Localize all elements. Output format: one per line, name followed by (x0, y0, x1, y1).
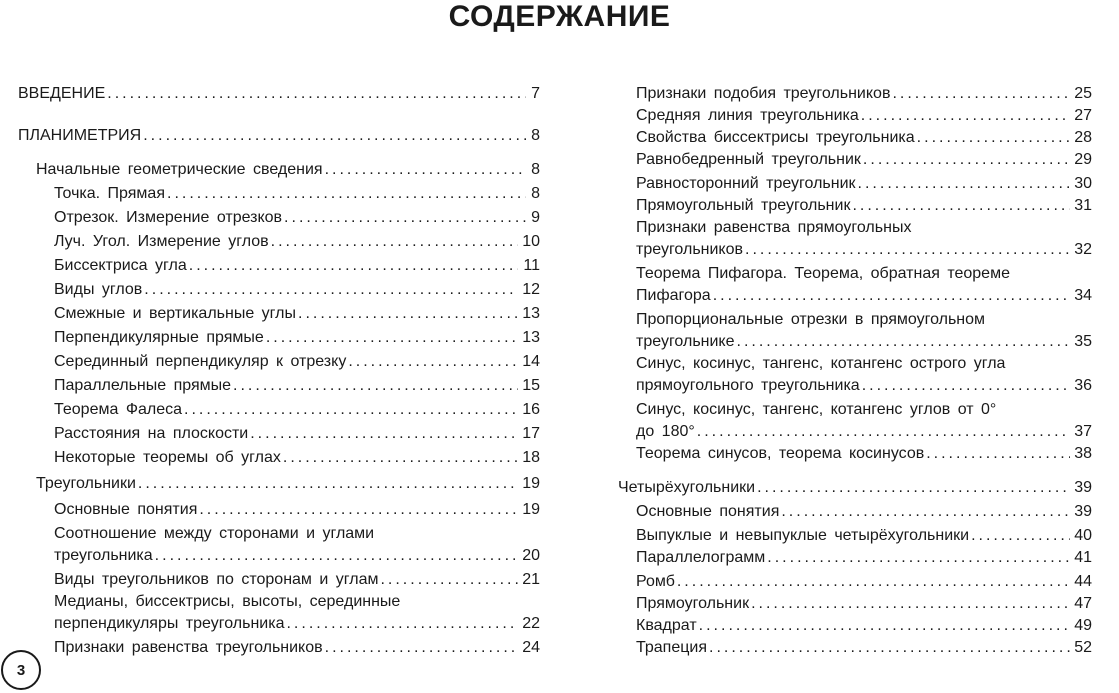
toc-page-number: 16 (522, 401, 540, 418)
toc-leader-dots (325, 636, 518, 660)
toc-page-number: 28 (1074, 129, 1092, 146)
toc-leader-dots (767, 546, 1070, 570)
toc-entry[interactable] (54, 326, 540, 350)
toc-leader-dots (250, 422, 518, 446)
toc-leader-dots (189, 254, 518, 278)
toc-entry[interactable] (636, 420, 1092, 444)
toc-entry-title: Начальные геометрические сведения (36, 161, 323, 178)
toc-leader-dots (737, 330, 1071, 354)
toc-entry-section[interactable] (618, 476, 1092, 500)
toc-entry-title: до 180° (636, 423, 695, 440)
toc-entry[interactable] (54, 398, 540, 422)
toc-leader-dots (858, 172, 1070, 196)
toc-leader-dots (757, 476, 1070, 500)
toc-page-number: 39 (1074, 503, 1092, 520)
toc-leader-dots (751, 592, 1070, 616)
toc-leader-dots (325, 158, 526, 182)
toc-entry[interactable] (54, 446, 540, 470)
toc-entry-title: треугольников (636, 241, 743, 258)
toc-page-number: 24 (522, 639, 540, 656)
toc-entry[interactable] (54, 422, 540, 446)
toc-leader-dots (155, 544, 518, 568)
toc-entry-title: Признаки подобия треугольников (636, 85, 891, 102)
toc-leader-dots (233, 374, 518, 398)
toc-entry-first-line: Пропорциональные отрезки в прямоугольном (636, 311, 986, 328)
toc-entry-first-line: Соотношение между сторонами и углами (54, 525, 375, 542)
toc-entry[interactable] (636, 636, 1092, 660)
toc-entry[interactable] (636, 172, 1092, 196)
toc-entry-title: треугольнике (636, 333, 735, 350)
toc-entry-title: Луч. Угол. Измерение углов (54, 233, 269, 250)
toc-entry[interactable] (54, 206, 540, 230)
toc-entry[interactable] (636, 524, 1092, 548)
toc-entry-title: перпендикуляры треугольника (54, 615, 285, 632)
toc-page-number: 38 (1074, 445, 1092, 462)
toc-entry-title: прямоугольного треугольника (636, 377, 860, 394)
toc-entry[interactable] (54, 254, 540, 278)
toc-page-number: 22 (522, 615, 540, 632)
page-title: СОДЕРЖАНИЕ (448, 0, 671, 33)
toc-entry[interactable] (636, 442, 1092, 466)
toc-entry-title: ВВЕДЕНИЕ (18, 85, 106, 102)
toc-entry-title: Теорема Фалеса (54, 401, 183, 418)
toc-leader-dots (144, 278, 518, 302)
toc-leader-dots (862, 374, 1070, 398)
toc-entry[interactable] (636, 148, 1092, 172)
toc-entry[interactable] (54, 350, 540, 374)
toc-leader-dots (184, 398, 518, 422)
toc-entry-title: Основные понятия (636, 503, 780, 520)
toc-entry[interactable] (54, 374, 540, 398)
toc-page-number: 27 (1074, 107, 1092, 124)
toc-page-number: 12 (522, 281, 540, 298)
toc-page-number: 18 (522, 449, 540, 466)
toc-entry-title: Прямоугольник (636, 595, 750, 612)
toc-entry[interactable] (54, 498, 540, 522)
toc-leader-dots (286, 612, 518, 636)
toc-page-number: 31 (1074, 197, 1092, 214)
toc-leader-dots (745, 238, 1070, 262)
toc-page-number: 21 (522, 571, 540, 588)
toc-leader-dots (348, 350, 518, 374)
toc-entry[interactable] (636, 238, 1092, 262)
toc-page-number: 15 (522, 377, 540, 394)
toc-leader-dots (266, 326, 518, 350)
toc-leader-dots (709, 636, 1070, 660)
toc-leader-dots (143, 124, 526, 148)
toc-entry-title: Четырёхугольники (618, 479, 756, 496)
toc-page-number: 8 (531, 127, 540, 144)
toc-page-number: 13 (522, 329, 540, 346)
toc-entry-title: треугольника (54, 547, 153, 564)
toc-page-number: 34 (1074, 287, 1092, 304)
toc-page-number: 49 (1074, 617, 1092, 634)
toc-leader-dots (713, 284, 1070, 308)
toc-entry[interactable] (636, 546, 1092, 570)
toc-leader-dots (107, 82, 526, 106)
toc-entry[interactable] (636, 592, 1092, 616)
toc-page-number: 44 (1074, 573, 1092, 590)
toc-entry-first-line: Медианы, биссектрисы, высоты, серединные (54, 593, 401, 610)
toc-entry-title: Точка. Прямая (54, 185, 165, 202)
toc-entry[interactable] (636, 82, 1092, 106)
toc-page-number: 39 (1074, 479, 1092, 496)
toc-page-number: 17 (522, 425, 540, 442)
toc-leader-dots (861, 104, 1070, 128)
toc-entry-title: Трапеция (636, 639, 707, 656)
toc-entry[interactable] (636, 614, 1092, 638)
toc-page-number: 35 (1074, 333, 1092, 350)
toc-entry-title: Смежные и вертикальные углы (54, 305, 296, 322)
toc-leader-dots (926, 442, 1070, 466)
toc-entry-first-line: Теорема Пифагора. Теорема, обратная теореме (636, 265, 1010, 282)
toc-leader-dots (781, 500, 1070, 524)
toc-entry-introduction[interactable] (18, 82, 540, 106)
toc-leader-dots (284, 206, 526, 230)
toc-entry-title: Ромб (636, 573, 675, 590)
toc-page-number: 36 (1074, 377, 1092, 394)
toc-page-number: 30 (1074, 175, 1092, 192)
page-number-badge: 3 (1, 650, 41, 690)
toc-entry[interactable] (54, 278, 540, 302)
toc-entry[interactable] (636, 126, 1092, 150)
toc-entry[interactable] (636, 500, 1092, 524)
toc-entry-planimetry[interactable] (18, 124, 540, 148)
toc-leader-dots (699, 614, 1070, 638)
toc-page-number: 14 (522, 353, 540, 370)
toc-page-number: 32 (1074, 241, 1092, 258)
toc-leader-dots (971, 524, 1070, 548)
toc-leader-dots (167, 182, 526, 206)
toc-entry-section[interactable] (36, 472, 540, 496)
toc-entry-title: Признаки равенства треугольников (54, 639, 323, 656)
toc-entry[interactable] (636, 374, 1092, 398)
toc-entry-title: Выпуклые и невыпуклые четырёхугольники (636, 527, 970, 544)
toc-page-number: 13 (522, 305, 540, 322)
toc-leader-dots (697, 420, 1070, 444)
toc-entry-title: Параллельные прямые (54, 377, 232, 394)
toc-entry-title: Свойства биссектрисы треугольника (636, 129, 915, 146)
toc-entry-title: Некоторые теоремы об углах (54, 449, 281, 466)
toc-page-number: 25 (1074, 85, 1092, 102)
toc-entry[interactable] (636, 284, 1092, 308)
toc-entry-title: Прямоугольный треугольник (636, 197, 851, 214)
toc-entry[interactable] (54, 636, 540, 660)
toc-leader-dots (677, 570, 1070, 594)
toc-page-number: 19 (522, 475, 540, 492)
toc-entry-title: Расстояния на плоскости (54, 425, 249, 442)
toc-entry-title: Квадрат (636, 617, 697, 634)
toc-entry-title: Виды треугольников по сторонам и углам (54, 571, 379, 588)
toc-entry-title: Отрезок. Измерение отрезков (54, 209, 283, 226)
toc-entry-title: Биссектриса угла (54, 257, 187, 274)
toc-entry-title: Виды углов (54, 281, 143, 298)
toc-entry[interactable] (636, 330, 1092, 354)
toc-page-number: 37 (1074, 423, 1092, 440)
toc-entry-title: Теорема синусов, теорема косинусов (636, 445, 925, 462)
toc-leader-dots (892, 82, 1070, 106)
toc-entry[interactable] (54, 182, 540, 206)
toc-page-number: 41 (1074, 549, 1092, 566)
toc-page-number: 29 (1074, 151, 1092, 168)
toc-entry-first-line: Признаки равенства прямоугольных (636, 219, 912, 236)
toc-leader-dots (298, 302, 518, 326)
toc-entry[interactable] (54, 568, 540, 592)
toc-page-number: 47 (1074, 595, 1092, 612)
toc-page-number: 52 (1074, 639, 1092, 656)
toc-page-number: 9 (531, 209, 540, 226)
toc-entry-title: Пифагора (636, 287, 711, 304)
toc-page-number: 8 (531, 161, 540, 178)
toc-page-number: 8 (531, 185, 540, 202)
toc-entry[interactable] (54, 544, 540, 568)
toc-page-number: 20 (522, 547, 540, 564)
toc-leader-dots (138, 472, 518, 496)
toc-entry[interactable] (636, 194, 1092, 218)
toc-entry-title: Равносторонний треугольник (636, 175, 856, 192)
toc-entry[interactable] (54, 612, 540, 636)
toc-leader-dots (917, 126, 1070, 150)
toc-entry-section[interactable] (36, 158, 540, 182)
toc-entry-title: Треугольники (36, 475, 136, 492)
toc-page-number: 7 (531, 85, 540, 102)
toc-entry-title: Основные понятия (54, 501, 198, 518)
toc-page-number: 11 (523, 257, 540, 274)
toc-entry-first-line: Синус, косинус, тангенс, котангенс углов от 0° (636, 401, 997, 418)
toc-page-number: 10 (522, 233, 540, 250)
toc-entry[interactable] (636, 104, 1092, 128)
toc-leader-dots (271, 230, 518, 254)
toc-entry-title: Серединный перпендикуляр к отрезку (54, 353, 347, 370)
toc-entry-title: Перпендикулярные прямые (54, 329, 264, 346)
toc-entry-title: Средняя линия треугольника (636, 107, 859, 124)
toc-leader-dots (863, 148, 1070, 172)
toc-entry[interactable] (636, 570, 1092, 594)
toc-entry-first-line: Синус, косинус, тангенс, котангенс острого угла (636, 355, 1006, 372)
toc-entry[interactable] (54, 230, 540, 254)
toc-entry[interactable] (54, 302, 540, 326)
toc-leader-dots (852, 194, 1070, 218)
toc-leader-dots (199, 498, 518, 522)
toc-leader-dots (380, 568, 518, 592)
toc-entry-title: ПЛАНИМЕТРИЯ (18, 127, 142, 144)
toc-page-number: 19 (522, 501, 540, 518)
toc-page-number: 40 (1074, 527, 1092, 544)
toc-entry-title: Равнобедренный треугольник (636, 151, 861, 168)
toc-leader-dots (283, 446, 518, 470)
toc-entry-title: Параллелограмм (636, 549, 766, 566)
